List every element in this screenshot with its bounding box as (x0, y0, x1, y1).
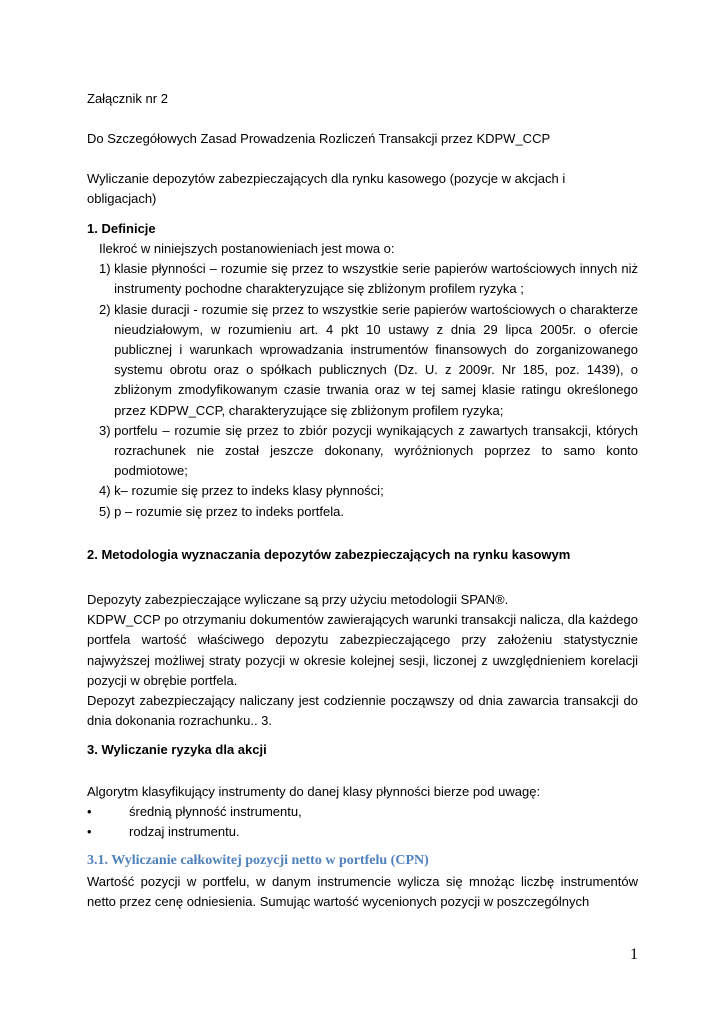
page-number: 1 (630, 946, 638, 963)
definition-item (99, 259, 638, 299)
definition-number: 3) (99, 422, 115, 438)
section-3-heading: 3. Wyliczanie ryzyka dla akcji (87, 742, 267, 757)
list-item (87, 822, 638, 842)
definition-text: p – rozumie się przez to indeks portfela. (114, 503, 344, 519)
definitions-list (99, 239, 638, 522)
list-item (87, 802, 638, 822)
list-item-text: rodzaj instrumentu. (129, 824, 240, 840)
section-2-heading: 2. Metodologia wyznaczania depozytów zabezpieczających na rynku kasowym (87, 547, 571, 562)
section-2-paragraph-2: KDPW_CCP po otrzymaniu dokumentów zawierających warunki transakcji nalicza, dla każdego portfela wartość właściwego depozytu zabezpieczającego przy założeniu statystycznie najwyższej możliwej straty pozycji w okresie kolejnej sesji, liczonej z uwzględnieniem korelacji pozycji w obrębie portfela. (87, 612, 638, 688)
subsection-3-1-text: Wartość pozycji w portfelu, w danym instrumencie wylicza się mnożąc liczbę instrumentów netto przez cenę odniesienia. Sumując wartość wycenionych pozycji w poszczególnych (87, 874, 638, 910)
list-item-text: średnią płynność instrumentu, (129, 804, 302, 819)
annex-label: Załącznik nr 2 (87, 91, 168, 106)
definition-item (99, 300, 638, 421)
section-3-intro: Algorytm klasyfikujący instrumenty do danej klasy płynności bierze pod uwagę: (87, 784, 541, 799)
subsection-3-1-heading: 3.1. Wyliczanie całkowitej pozycji netto w portfelu (CPN) (87, 853, 429, 868)
bullet-icon: • (87, 824, 92, 840)
section-2-body (87, 590, 638, 731)
definition-text: klasie płynności – rozumie się przez to wszystkie serie papierów wartościowych innych niż instrumenty pochodne charakteryzujące się zbliżonym profilem ryzyka ; (114, 261, 638, 297)
document-title: Wyliczanie depozytów zabezpieczających dla rynku kasowego (pozycje w akcjach i obligacjach) (87, 171, 566, 207)
definition-text: portfelu – rozumie się przez to zbiór pozycji wynikających z zawartych transakcji, których rozrachunek nie został jeszcze dokonany, wyróżnionych poprzez to samo konto podmiotowe; (114, 422, 638, 479)
definition-number: 4) (99, 483, 115, 499)
definitions-intro: Ilekroć w niniejszych postanowieniach jest mowa o: (99, 241, 395, 256)
definition-item (99, 481, 638, 501)
definition-item (99, 502, 638, 522)
definition-number: 1) (99, 261, 115, 277)
definition-number: 5) (99, 503, 115, 519)
section-2-paragraph-1: Depozyty zabezpieczające wyliczane są przy użyciu metodologii SPAN®. (87, 592, 509, 607)
definition-number: 2) (99, 301, 115, 317)
definition-item (99, 421, 638, 482)
document-subtitle: Do Szczegółowych Zasad Prowadzenia Rozliczeń Transakcji przez KDPW_CCP (87, 131, 551, 146)
section-1-heading: 1. Definicje (87, 221, 156, 236)
criteria-list (87, 802, 638, 842)
bullet-icon: • (87, 804, 92, 819)
definition-text: klasie duracji - rozumie się przez to wszystkie serie papierów wartościowych o charakterze nieudziałowym, w rozumieniu art. 4 pkt 10 ustawy z dnia 29 lipca 2005r. o ofercie publicznej i warunkach wprowadzania instrumentów finansowych do zorganizowanego systemu obrotu oraz o spółkach publicznych (Dz. U. z 2009r. Nr 185, poz. 1439), o zbliżonym zmodyfikowanym czasie trwania oraz w tej samej klasie ratingu określonego przez KDPW_CCP, charakteryzujące się zbliżonym profilem ryzyka; (114, 301, 638, 418)
definition-text: k– rozumie się przez to indeks klasy płynności; (114, 483, 384, 499)
section-2-paragraph-3: Depozyt zabezpieczający naliczany jest codziennie począwszy od dnia zawarcia transakcji do dnia dokonania rozrachunku.. 3. (87, 693, 638, 729)
